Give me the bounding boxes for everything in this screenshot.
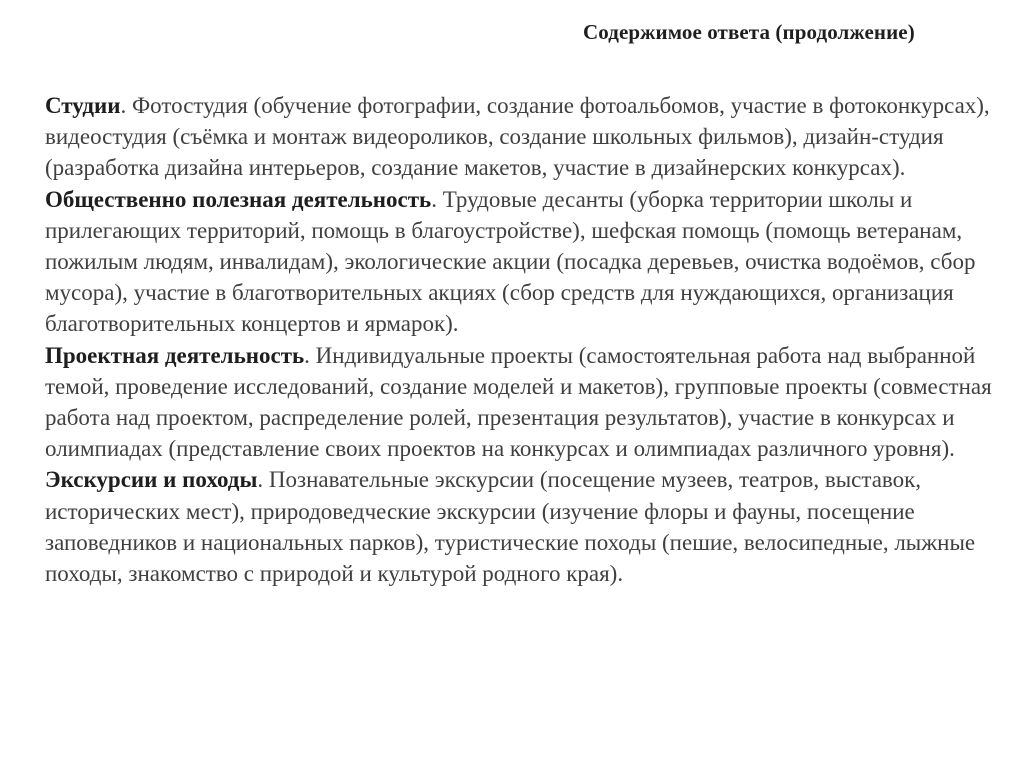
section-term: Студии <box>45 93 121 118</box>
section-text: . Индивидуальные проекты (самостоятельная работа над выбранной темой, проведение исследований, создание моделей и макетов), групповые проекты (совместная работа над проектом, распределение ролей, презентация результатов), участие в конкурсах и олимпиадах (представление своих проектов на конкурсах и олимпиадах различного уровня). <box>45 342 992 462</box>
section-term: Проектная деятельность <box>45 342 305 368</box>
section-studios <box>45 90 1000 184</box>
section-term: Экскурсии и походы <box>45 467 258 493</box>
section-text: . Трудовые десанты (уборка территории школы и прилегающих территорий, помощь в благоустройстве), шефская помощь (помощь ветеранам, пожилым людям, инвалидам), экологические акции (посадка деревьев, очистка водоёмов, сбор мусора), участие в благотворительных акциях (сбор средств для нуждающихся, организация благотворительных концертов и ярмарок). <box>45 186 976 337</box>
section-text: . Познавательные экскурсии (посещение музеев, театров, выставок, исторических мест), природоведческие экскурсии (изучение флоры и фауны, посещение заповедников и национальных парков), туристические походы (пешие, велосипедные, лыжные походы, знакомство с природой и культурой родного края). <box>45 467 976 587</box>
section-project-activity <box>45 340 1000 465</box>
section-community-service <box>45 184 1000 340</box>
section-term: Общественно полезная деятельность <box>45 186 432 212</box>
slide-heading: Содержимое ответа (продолжение) <box>583 20 915 44</box>
section-excursions <box>45 464 1000 589</box>
slide-body <box>45 90 1000 589</box>
section-text: . Фотостудия (обучение фотографии, создание фотоальбомов, участие в фотоконкурсах), видеостудия (съёмка и монтаж видеороликов, создание школьных фильмов), дизайн-студия (разработка дизайна интерьеров, создание макетов, участие в дизайнерских конкурсах). <box>45 93 990 181</box>
